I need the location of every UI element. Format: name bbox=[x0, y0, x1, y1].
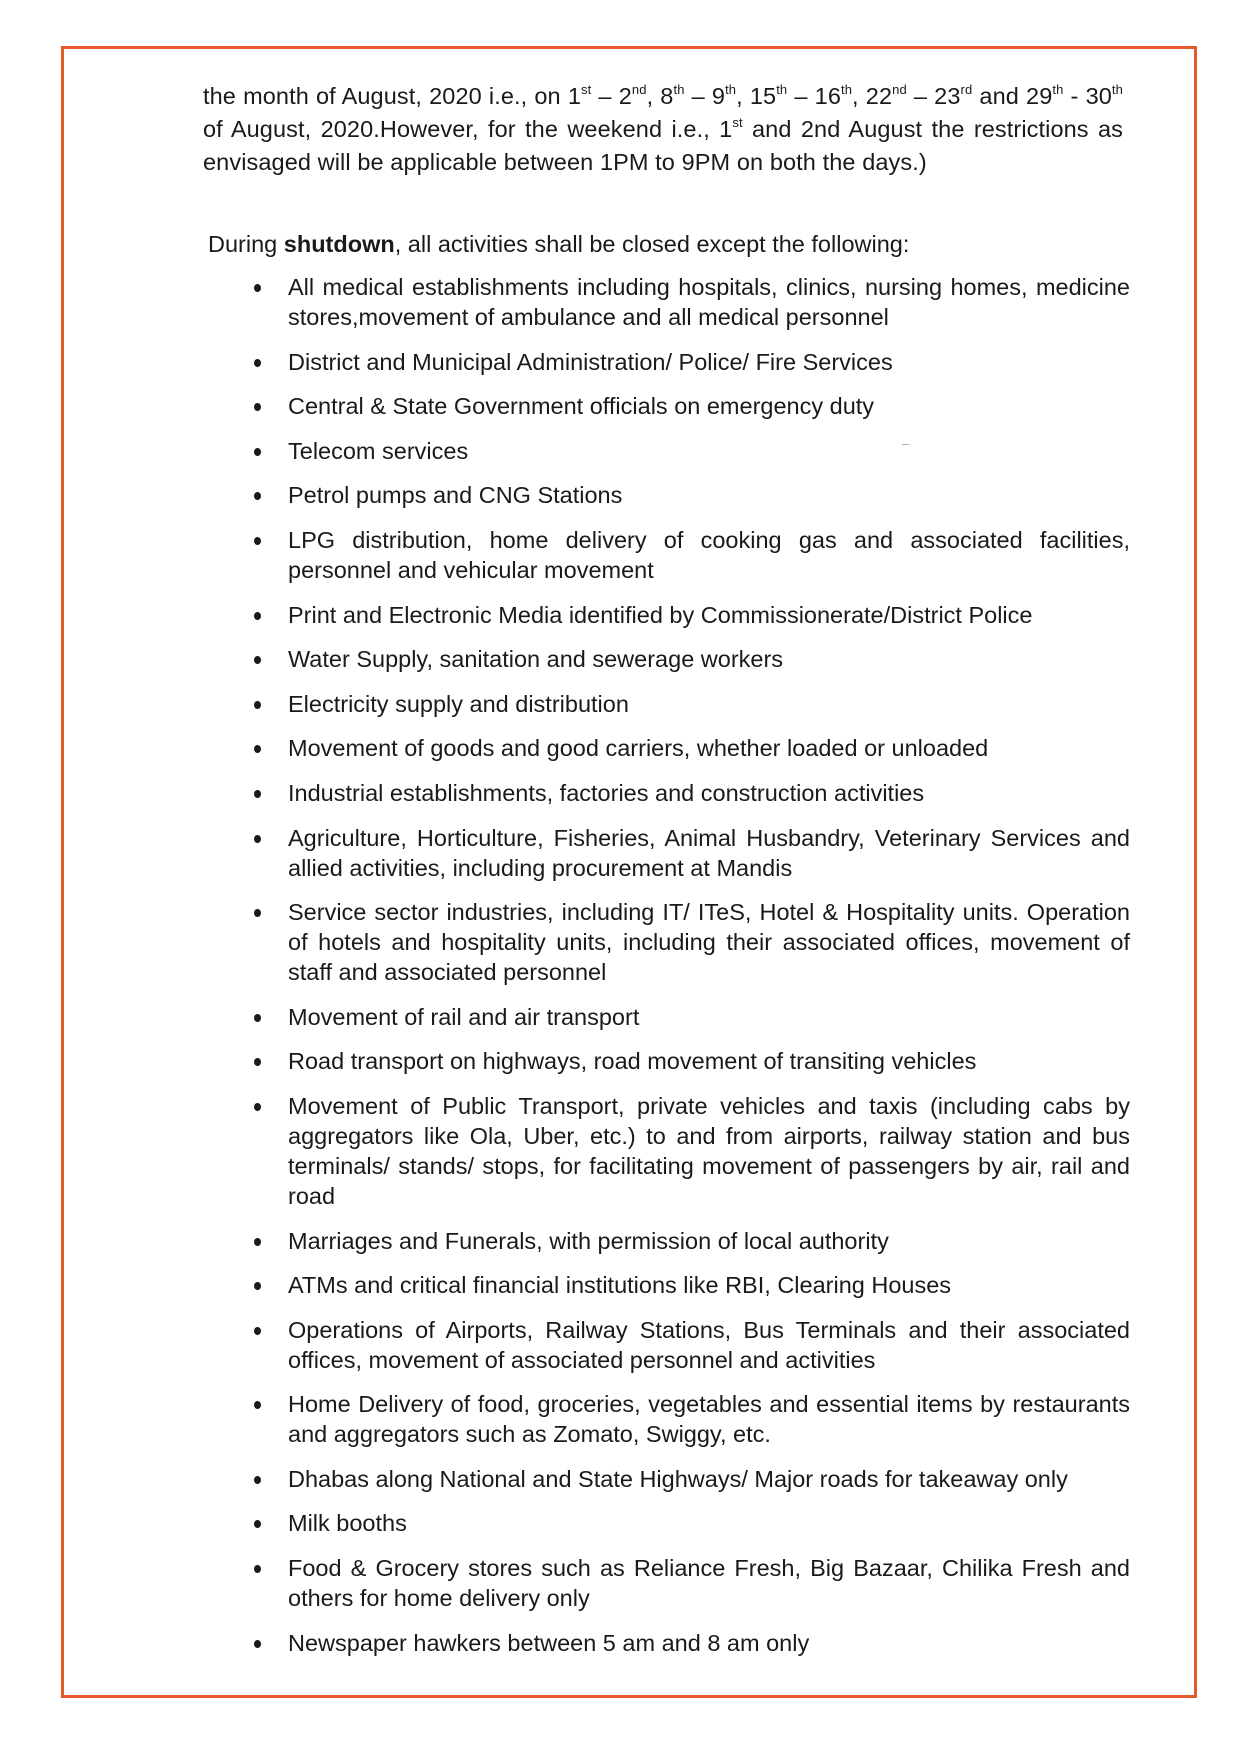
list-item bbox=[0, 1091, 1130, 1211]
ordinal-suffix: th bbox=[841, 82, 853, 97]
intro-text: the month of August, 2020 i.e., on 1 bbox=[203, 83, 582, 109]
bullet-icon bbox=[254, 790, 261, 798]
intro-text: , 22 bbox=[852, 83, 893, 109]
list-item bbox=[0, 1389, 1130, 1449]
intro-text: , 15 bbox=[736, 83, 777, 109]
intro-paragraph bbox=[203, 80, 1123, 179]
bullet-icon bbox=[254, 1476, 261, 1484]
bullet-icon bbox=[254, 1014, 261, 1022]
list-item bbox=[0, 1464, 1130, 1494]
list-item-text: Water Supply, sanitation and sewerage workers bbox=[288, 646, 784, 673]
bullet-icon bbox=[254, 1103, 261, 1111]
ordinal-suffix: th bbox=[776, 82, 788, 97]
list-item-text: Newspaper hawkers between 5 am and 8 am only bbox=[288, 1629, 810, 1656]
ordinal-suffix: th bbox=[673, 82, 685, 97]
ordinal-suffix: nd bbox=[892, 82, 907, 97]
lead-bold-keyword: shutdown bbox=[283, 231, 395, 257]
bullet-icon bbox=[254, 1401, 261, 1409]
bullet-icon bbox=[254, 612, 261, 620]
list-item bbox=[0, 391, 1130, 421]
list-item-text: Petrol pumps and CNG Stations bbox=[288, 482, 623, 509]
list-item bbox=[0, 1046, 1130, 1076]
list-item-text: Milk booths bbox=[288, 1510, 407, 1537]
ordinal-suffix: rd bbox=[960, 82, 973, 97]
list-item bbox=[0, 778, 1130, 808]
intro-text: of August, 2020.However, for the weekend i.e., 1 bbox=[203, 116, 733, 142]
list-item bbox=[0, 347, 1130, 377]
list-item bbox=[0, 823, 1130, 883]
list-item-text: Home Delivery of food, groceries, vegetables and essential items by restaurants and aggregators such as Zomato, Swiggy, etc. bbox=[288, 1391, 1130, 1448]
intro-text: – 2 bbox=[591, 83, 632, 109]
bullet-icon bbox=[254, 492, 261, 500]
list-item-text: Movement of Public Transport, private vehicles and taxis (including cabs by aggregators like Ola, Uber, etc.) to and from airports, railway station and bus terminals/ stands/ stops, for facilitating movement of passengers by air, rail and road bbox=[288, 1092, 1130, 1209]
list-item-text: Food & Grocery stores such as Reliance Fresh, Big Bazaar, Chilika Fresh and others for home delivery only bbox=[288, 1555, 1130, 1612]
bullet-icon bbox=[254, 448, 261, 456]
list-item bbox=[0, 436, 1130, 466]
list-item bbox=[0, 689, 1130, 719]
list-item-text: Agriculture, Horticulture, Fisheries, Animal Husbandry, Veterinary Services and allied activities, including procurement at Mandis bbox=[288, 824, 1130, 881]
list-item-text: Road transport on highways, road movement of transiting vehicles bbox=[288, 1048, 977, 1075]
scan-artifact bbox=[902, 444, 909, 445]
bullet-icon bbox=[254, 359, 261, 367]
list-item bbox=[0, 644, 1130, 674]
bullet-icon bbox=[254, 1282, 261, 1290]
ordinal-suffix: st bbox=[732, 115, 743, 130]
bullet-icon bbox=[254, 1238, 261, 1246]
exemption-list bbox=[0, 272, 1248, 1672]
list-item bbox=[0, 525, 1130, 585]
lead-suffix: , all activities shall be closed except the following: bbox=[394, 231, 910, 257]
intro-text: – 16 bbox=[787, 83, 841, 109]
bullet-icon bbox=[254, 403, 261, 411]
intro-text: , 8 bbox=[646, 83, 674, 109]
list-item-text: All medical establishments including hospitals, clinics, nursing homes, medicine stores,movement of ambulance and all medical personnel bbox=[288, 274, 1130, 330]
list-item-text: Telecom services bbox=[288, 437, 469, 464]
list-item-text: Print and Electronic Media identified by Commissionerate/District Police bbox=[288, 601, 1033, 628]
list-item-text: ATMs and critical financial institutions like RBI, Clearing Houses bbox=[288, 1272, 952, 1299]
list-item bbox=[0, 1553, 1130, 1613]
list-item bbox=[0, 1628, 1130, 1658]
list-item-text: LPG distribution, home delivery of cooking gas and associated facilities, personnel and vehicular movement bbox=[288, 526, 1130, 583]
list-item bbox=[0, 897, 1130, 987]
list-item bbox=[0, 1315, 1130, 1375]
bullet-icon bbox=[254, 1327, 261, 1335]
bullet-icon bbox=[254, 1565, 261, 1573]
list-item-text: Service sector industries, including IT/ ITeS, Hotel & Hospitality units. Operation of hotels and hospitality units, including their associated offices, movement of staff and associated personnel bbox=[288, 899, 1130, 986]
list-item-text: District and Municipal Administration/ Police/ Fire Services bbox=[288, 348, 893, 375]
bullet-icon bbox=[254, 745, 261, 753]
lead-prefix: During bbox=[208, 231, 284, 257]
list-item-text: Industrial establishments, factories and construction activities bbox=[288, 779, 925, 806]
bullet-icon bbox=[254, 1058, 261, 1066]
list-item bbox=[0, 480, 1130, 510]
bullet-icon bbox=[254, 537, 261, 545]
bullet-icon bbox=[254, 1520, 261, 1528]
intro-text: and 29 bbox=[972, 83, 1053, 109]
intro-text: and 2nd August the restrictions as envisaged will be applicable between 1PM to 9PM on both the days.) bbox=[203, 116, 1123, 175]
ordinal-suffix: nd bbox=[631, 82, 647, 97]
list-item bbox=[0, 733, 1130, 763]
intro-text: - 30 bbox=[1063, 83, 1112, 109]
list-item bbox=[0, 1002, 1130, 1032]
intro-text: – 9 bbox=[684, 83, 726, 109]
list-item bbox=[0, 600, 1130, 630]
list-item-text: Marriages and Funerals, with permission of local authority bbox=[288, 1227, 889, 1254]
bullet-icon bbox=[254, 1640, 261, 1648]
list-item bbox=[0, 1508, 1130, 1538]
ordinal-suffix: st bbox=[581, 82, 592, 97]
list-item-text: Dhabas along National and State Highways/ Major roads for takeaway only bbox=[288, 1465, 1068, 1492]
list-item-text: Movement of rail and air transport bbox=[288, 1003, 640, 1030]
list-item bbox=[0, 1270, 1130, 1300]
bullet-icon bbox=[254, 909, 261, 917]
list-item-text: Movement of goods and good carriers, whether loaded or unloaded bbox=[288, 735, 989, 762]
bullet-icon bbox=[254, 284, 261, 292]
bullet-icon bbox=[254, 701, 261, 709]
shutdown-lead-sentence bbox=[208, 228, 909, 261]
ordinal-suffix: th bbox=[1111, 82, 1123, 97]
list-item-text: Operations of Airports, Railway Stations, Bus Terminals and their associated offices, movement of associated personnel and activities bbox=[288, 1316, 1130, 1373]
list-item bbox=[0, 272, 1130, 332]
bullet-icon bbox=[254, 835, 261, 843]
list-item-text: Electricity supply and distribution bbox=[288, 690, 629, 717]
list-item-text: Central & State Government officials on emergency duty bbox=[288, 393, 875, 420]
ordinal-suffix: th bbox=[725, 82, 737, 97]
intro-text: – 23 bbox=[906, 83, 961, 109]
ordinal-suffix: th bbox=[1052, 82, 1064, 97]
list-item bbox=[0, 1226, 1130, 1256]
bullet-icon bbox=[254, 656, 261, 664]
